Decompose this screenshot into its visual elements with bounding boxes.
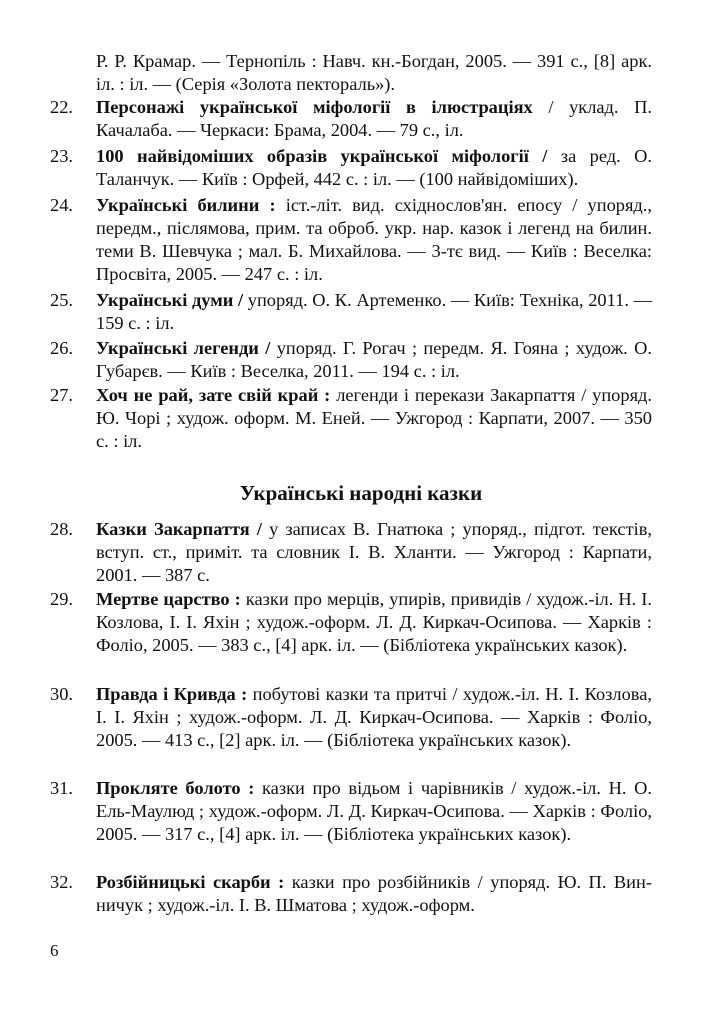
bib-entry-25 [50,289,652,335]
entry-details: упоряд. О. К. Артеменко. — Київ: Техніка, 2011. — 159 с. : іл. [96,290,652,333]
bib-entry-31 [50,777,652,846]
entry-title: Розбійницькі скарби : [96,872,285,892]
entry-number: 23. [50,146,73,166]
entry-number: 22. [50,97,73,117]
entry-title: Українські легенди / [96,338,271,358]
entry-title: Українські думи / [96,290,244,310]
entry-title: Правда і Кривда : [96,684,248,704]
bib-entry-28 [50,518,652,587]
entry-number: 27. [50,385,73,405]
entry-number: 30. [50,684,73,704]
entry-title: Українські билини : [96,195,276,215]
section-heading: Українські народні казки [239,481,483,505]
page-number: 6 [50,941,59,960]
bib-entry-32 [50,871,652,917]
entry-title: Прокляте болото : [96,778,255,798]
bib-entry-23 [50,145,652,191]
bib-entry-27 [50,384,652,453]
entry-details: побутові казки та притчі / худож.-іл. Н. І. Козлова, І. І. Яхін ; худож.-оформ. Л. Д. Киркач-Осипова. — Харків : Фоліо, 2005. — 413 с., [2] арк. іл. — (Бібліотека українських казок). [96,684,652,750]
entry-number: 29. [50,589,73,609]
entry-details: казки про розбійників / упоряд. Ю. П. Вин-ничук ; худож.-іл. І. В. Шматова ; худож.-оформ. [96,872,652,915]
bib-entry-22 [50,96,652,142]
entry-number: 28. [50,519,73,539]
entry-details: легенди і перекази Закарпаття / упоряд. Ю. Чорі ; худож. оформ. М. Еней. — Ужгород : Карпати, 2007. — 350 с. : іл. [96,385,652,451]
entry-title: Казки Закарпаття / [96,519,262,539]
entry-number: 24. [50,195,73,215]
entry-details: за ред. О. Таланчук. — Київ : Орфей, 442 с. : іл. — (100 найвідоміших). [96,146,652,189]
bib-entry-24 [50,194,652,286]
entry-details: упоряд. Г. Рогач ; передм. Я. Гояна ; худож. О. Губарєв. — Київ : Веселка, 2011. — 194 с. : іл. [96,338,652,381]
entry-details: у записах В. Гнатюка ; упоряд., підгот. текстів, вступ. ст., приміт. та словник І. В. Хланти. — Ужгород : Карпати, 2001. — 387 с. [96,519,652,585]
entry-number: 32. [50,872,73,892]
entry-title: Персонажі української міфології в ілюстраціях [96,97,533,117]
entry-title: Хоч не рай, зате свій край : [96,385,331,405]
entry-number: 25. [50,290,73,310]
entry-details: іст.-літ. вид. східнослов'ян. епосу / упоряд., передм., післямова, прим. та оброб. укр. нар. казок і легенд на билин. теми В. Шевчука ; мал. Б. Михайлова. — 3-тє вид. — Київ : Веселка: Просвіта, 2005. — 247 с. : іл. [96,195,652,284]
continuation-text: Р. Р. Крамар. — Тернопіль : Навч. кн.-Богдан, 2005. — 391 с., [8] арк. іл. : іл. — (Серія «Золота пектораль»). [96,51,652,94]
bib-entry-26 [50,337,652,383]
entry-details: казки про відьом і чарівників / худож.-іл. Н. О. Ель-Маулюд ; худож.-оформ. Л. Д. Киркач-Осипова. — Харків : Фоліо, 2005. — 317 с., [4] арк. іл. — (Бібліотека українських казок). [96,778,653,844]
entry-details: казки про мерців, упирів, привидів / худож.-іл. Н. І. Козлова, І. І. Яхін ; худож.-оформ. Л. Д. Киркач-Осипова. — Харків : Фоліо, 2005. — 383 с., [4] арк. іл. — (Бібліотека українських казок). [96,589,652,655]
entry-details: / уклад. П. Качалаба. — Черкаси: Брама, 2004. — 79 с., іл. [96,97,652,140]
bib-entry-29 [50,588,652,657]
entry-number: 31. [50,778,73,798]
bib-entry-30 [50,683,652,752]
entry-title: Мертве царство : [96,589,241,609]
entry-number: 26. [50,338,73,358]
entry-title: 100 найвідоміших образів української міфології / [96,146,548,166]
